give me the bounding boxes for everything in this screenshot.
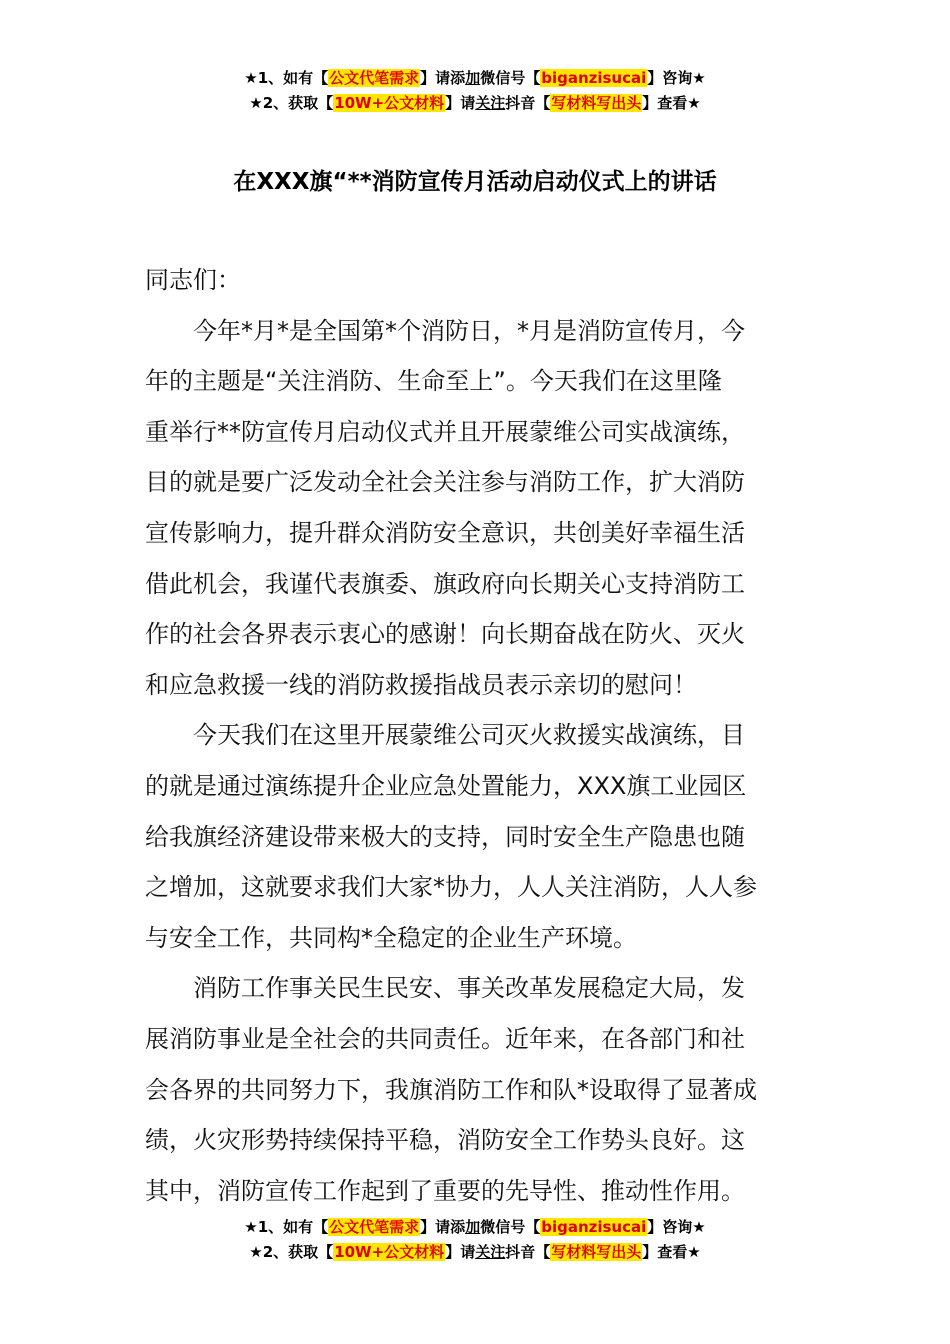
promo-text: ★1、如有【	[244, 69, 329, 87]
paragraph-line: 作的社会各界表示衷心的感谢！向长期奋战在防火、灭火	[145, 620, 745, 649]
promo-text: 抖音【	[505, 94, 551, 112]
promo-text: 微信号【	[480, 1218, 541, 1236]
paragraph-line: 的就是通过演练提升企业应急处置能力，XXX旗工业园区	[145, 771, 747, 800]
promo-line-2	[0, 1240, 950, 1265]
paragraph-line: 展消防事业是全社会的共同责任。近年来，在各部门和社	[145, 1024, 745, 1053]
promo-line-1	[0, 1215, 950, 1240]
promo-underline: 加	[465, 69, 481, 87]
promo-text: 】请	[445, 1243, 476, 1261]
promo-text: 】咨询★	[647, 69, 706, 87]
promo-highlight: 写材料写出头	[551, 1243, 642, 1261]
paragraph-line: 今天我们在这里开展蒙维公司灭火救援实战演练，目	[193, 721, 745, 750]
promo-underline: 加	[465, 1218, 481, 1236]
paragraph-line: 给我旗经济建设带来极大的支持，同时安全生产隐患也随	[145, 822, 745, 851]
promo-footer	[0, 1215, 950, 1265]
promo-highlight: biganzisucai	[541, 69, 647, 87]
paragraph-line: 年的主题是“关注消防、生命至上”。今天我们在这里隆	[145, 367, 722, 396]
paragraph-line: 今年*月*是全国第*个消防日，*月是消防宣传月，今	[193, 316, 745, 345]
promo-text: 】查看★	[642, 94, 701, 112]
promo-highlight: 写材料写出头	[551, 94, 642, 112]
paragraph-line: 同志们：	[145, 266, 241, 294]
promo-underline: 关注	[475, 1243, 506, 1261]
promo-text: 】请添	[420, 69, 466, 87]
promo-text: 抖音【	[505, 1243, 551, 1261]
paragraph-line: 其中，消防宣传工作起到了重要的先导性、推动性作用。	[145, 1176, 745, 1205]
promo-text: ★1、如有【	[244, 1218, 329, 1236]
promo-underline: 关注	[475, 94, 506, 112]
paragraph-line: 与安全工作，共同构*全稳定的企业生产环境。	[145, 923, 637, 952]
paragraph-line: 消防工作事关民生民安、事关改革发展稳定大局，发	[193, 974, 745, 1003]
promo-highlight: 10W+公文材料	[334, 94, 445, 112]
paragraph-line: 之增加，这就要求我们大家*协力，人人关注消防，人人参	[145, 873, 757, 902]
paragraph-line: 宣传影响力，提升群众消防安全意识，共创美好幸福生活	[145, 518, 745, 547]
promo-text: ★2、获取【	[249, 1243, 334, 1261]
promo-text: 】请	[445, 94, 476, 112]
paragraph-line: 借此机会，我谨代表旗委、旗政府向长期关心支持消防工	[145, 569, 745, 598]
promo-line-1	[0, 66, 950, 91]
promo-line-2	[0, 91, 950, 116]
paragraph-line: 会各界的共同努力下，我旗消防工作和队*设取得了显著成	[145, 1075, 757, 1104]
promo-highlight: biganzisucai	[541, 1218, 647, 1236]
paragraph-line: 目的就是要广泛发动全社会关注参与消防工作，扩大消防	[145, 468, 745, 497]
promo-text: 微信号【	[480, 69, 541, 87]
paragraph-line: 重举行**防宣传月启动仪式并且开展蒙维公司实战演练，	[145, 417, 745, 446]
promo-text: ★2、获取【	[249, 94, 334, 112]
promo-header	[0, 66, 950, 116]
promo-highlight: 10W+公文材料	[334, 1243, 445, 1261]
paragraph-line: 绩，火灾形势持续保持平稳，消防安全工作势头良好。这	[145, 1126, 745, 1155]
promo-text: 】请添	[420, 1218, 466, 1236]
promo-text: 】查看★	[642, 1243, 701, 1261]
promo-highlight: 公文代笔需求	[329, 69, 420, 87]
promo-highlight: 公文代笔需求	[329, 1218, 420, 1236]
promo-text: 】咨询★	[647, 1218, 706, 1236]
document-title: 在XXX旗“**消防宣传月活动启动仪式上的讲话	[233, 169, 717, 195]
document-body	[145, 255, 810, 1216]
paragraph-line: 和应急救援一线的消防救援指战员表示亲切的慰问！	[145, 670, 697, 699]
